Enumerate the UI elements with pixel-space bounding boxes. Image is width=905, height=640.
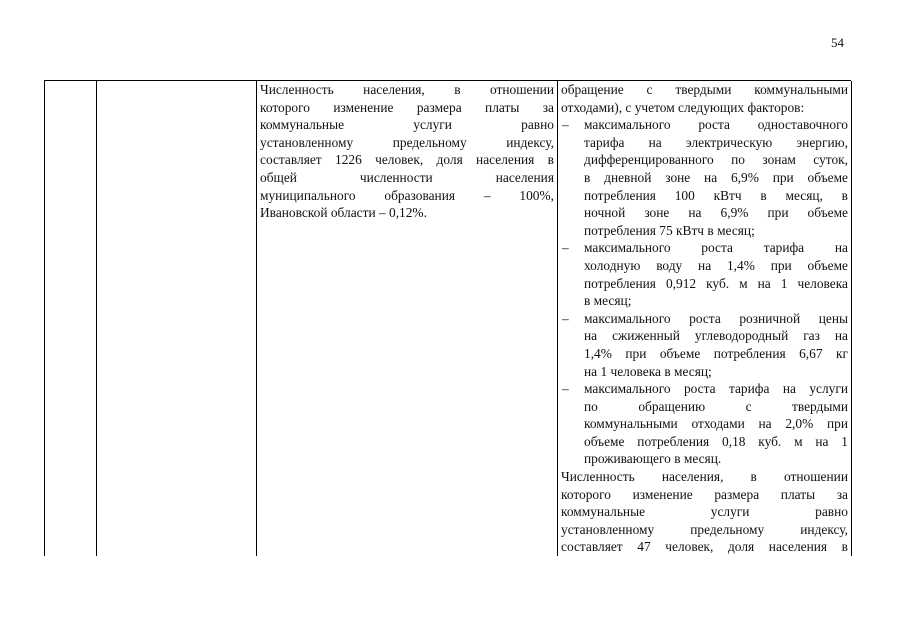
text-line: на сжиженный углеводородный газ на xyxy=(584,328,848,344)
bullet-dash: – xyxy=(562,240,569,256)
table-column-2 xyxy=(97,81,257,556)
population-text-2 xyxy=(558,468,851,556)
text-line: холодную воду на 1,4% при объеме xyxy=(584,257,848,273)
text-line: отходами), с учетом следующих факторов: xyxy=(561,99,805,115)
text-line: коммунальные услуги равно xyxy=(260,117,554,133)
text-line: которого изменение размера платы за xyxy=(561,486,848,502)
text-line: Численность населения, в отношении xyxy=(260,82,554,97)
text-line: на 1 человека в месяц; xyxy=(584,363,712,379)
text-line: потребления 100 кВтч в месяц, в xyxy=(584,187,848,203)
text-line: которого изменение размера платы за xyxy=(260,99,554,115)
text-line: составляет 47 человек, доля населения в xyxy=(561,539,848,555)
text-line: объеме потребления 0,18 куб. м на 1 xyxy=(584,433,848,449)
table-column-4 xyxy=(558,81,852,556)
bullet-dash: – xyxy=(562,381,569,397)
text-line: в месяц; xyxy=(584,293,632,309)
text-line: ночной зоне на 6,9% при объеме xyxy=(584,205,848,221)
document-table xyxy=(44,80,851,556)
factor-item-electricity xyxy=(558,116,851,239)
table-column-1 xyxy=(45,81,97,556)
factor-item-cold-water xyxy=(558,239,851,309)
bullet-dash: – xyxy=(562,117,569,133)
text-line: максимального роста розничной цены xyxy=(584,310,848,326)
text-line: установленному предельному индексу, xyxy=(260,134,554,150)
text-line: Ивановской области – 0,12%. xyxy=(260,205,427,221)
text-line: коммунальные услуги равно xyxy=(561,504,848,520)
text-line: составляет 1226 человек, доля населения в xyxy=(260,152,554,168)
text-line: максимального роста тарифа на xyxy=(584,240,848,256)
table-column-3 xyxy=(257,81,558,556)
text-line: 1,4% при объеме потребления 6,67 кг xyxy=(584,345,848,361)
text-line: дифференцированного по зонам суток, xyxy=(584,152,848,168)
text-line: максимального роста одноставочного xyxy=(584,117,848,133)
text-line: общей численности населения xyxy=(260,169,554,185)
factors-intro xyxy=(558,81,851,116)
text-line: муниципального образования – 100%, xyxy=(260,187,554,203)
bullet-dash: – xyxy=(562,310,569,326)
text-line: установленному предельному индексу, xyxy=(561,521,848,537)
population-text xyxy=(257,81,557,222)
text-line: обращение с твердыми коммунальными xyxy=(561,82,848,97)
text-line: Численность населения, в отношении xyxy=(561,469,848,485)
text-line: коммунальными отходами на 2,0% при xyxy=(584,416,848,432)
factor-item-gas xyxy=(558,310,851,380)
text-line: максимального роста тарифа на услуги xyxy=(584,381,848,397)
text-line: по обращению с твердыми xyxy=(584,398,848,414)
text-line: проживающего в месяц. xyxy=(584,451,722,467)
text-line: потребления 0,912 куб. м на 1 человека xyxy=(584,275,848,291)
text-line: тарифа на электрическую энергию, xyxy=(584,134,848,150)
factor-item-waste xyxy=(558,380,851,468)
text-line: в дневной зоне на 6,9% при объеме xyxy=(584,169,848,185)
text-line: потребления 75 кВтч в месяц; xyxy=(584,222,755,238)
page-number: 54 xyxy=(831,35,844,50)
